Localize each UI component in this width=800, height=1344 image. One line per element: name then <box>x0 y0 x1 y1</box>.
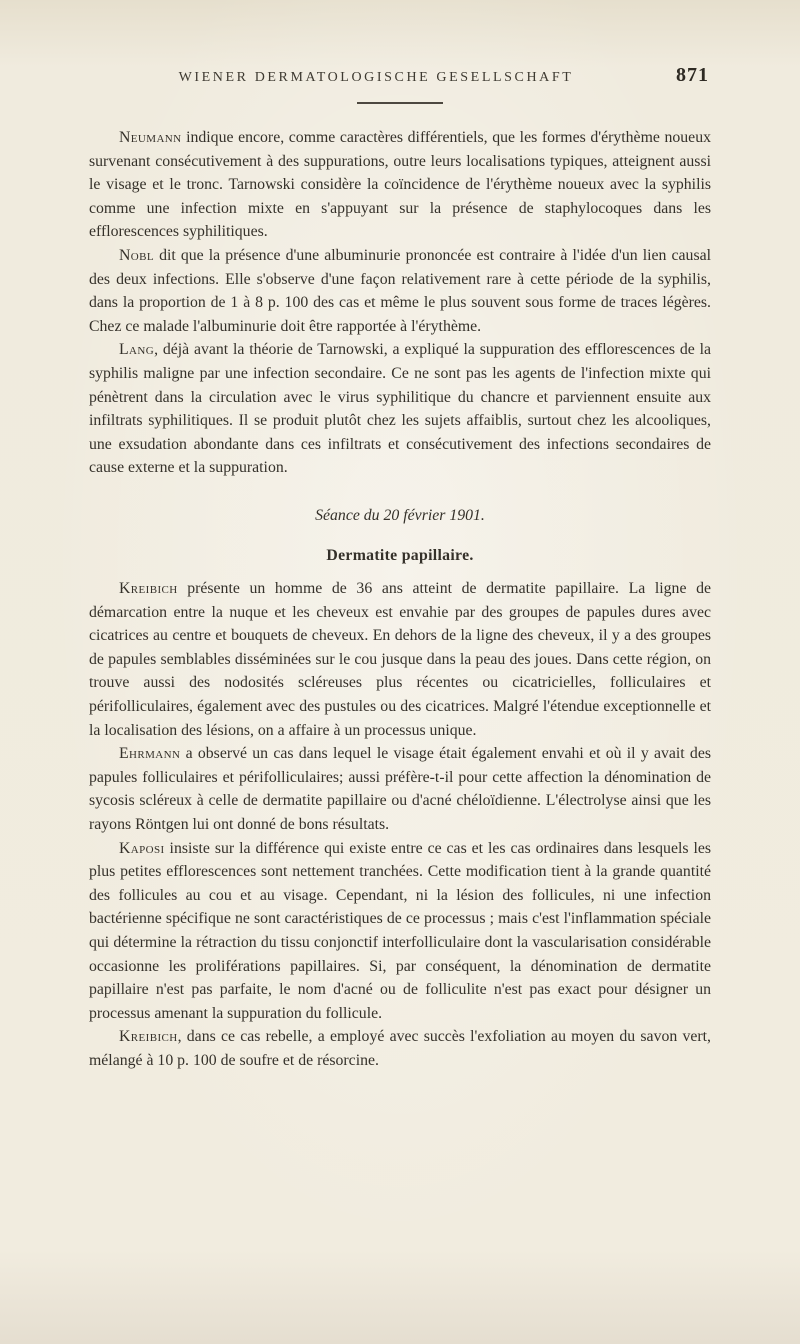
paragraph-ehrmann <box>89 742 711 836</box>
speaker-name: Kreibich <box>119 1028 178 1046</box>
speaker-name: Kreibich <box>119 580 178 598</box>
speaker-name: Kaposi <box>119 839 165 857</box>
paragraph-nobl <box>89 244 711 338</box>
speaker-name: Ehrmann <box>119 745 181 763</box>
paragraph-kreibich <box>89 577 711 742</box>
paragraph-text: , dans ce cas rebelle, a employé avec succès l'exfoliation au moyen du savon vert, mélangé à 10 p. 100 de soufre et de résorcine. <box>89 1028 711 1069</box>
section-heading: Dermatite papillaire. <box>326 546 474 564</box>
article-body <box>89 126 711 1073</box>
paragraph-lang <box>89 338 711 480</box>
paragraph-text: , déjà avant la théorie de Tarnowski, a expliqué la suppuration des efflorescences de la syphilis maligne par une infection secondaire. Ce ne sont pas les agents de l'infection mixte qui pénètrent dans la circulation avec le virus syphilitique du chancre et parviennent ensuite aux infiltrats syphilitiques. Il se produit plutôt chez les sujets affaiblis, surtout chez les alcooliques, une exsudation abondante dans ces infiltrats et consécutivement des infections secondaires de cause externe et la suppuration. <box>89 341 711 477</box>
journal-title: WIENER DERMATOLOGISCHE GESELLSCHAFT <box>178 70 574 85</box>
paragraph-text: insiste sur la différence qui existe entre ce cas et les cas ordinaires dans lesquels les plus petites efflorescences sont nettement tranchées. Cette modification tient à la grande quantité des follicules au cou et au visage. Cependant, ni la lésion des follicules, ni une infection bactérienne spécifique ne sont caractéristiques de ce processus ; mais c'est l'inflammation spéciale qui détermine la rétraction du tissu conjonctif interfolliculaire dont la vascularisation considérable occasionne les proliférations papillaires. Si, par conséquent, la dénomination de dermatite papillaire n'est pas parfaite, le nom d'acné ou de folliculite n'est pas exact pour désigner un processus amenant la suppuration du follicule. <box>89 839 711 1022</box>
paragraph-kreibich-2 <box>89 1025 711 1072</box>
paragraph-neumann <box>89 126 711 244</box>
paragraph-text: présente un homme de 36 ans atteint de dermatite papillaire. La ligne de démarcation entre la nuque et les cheveux est envahie par des groupes de papules dures avec cicatrices au centre et bouquets de cheveux. En dehors de la ligne des cheveux, il y a des groupes de papules semblables disséminées sur le cou jusque dans la peau des joues. Dans cette région, on trouve aussi des nodosités scléreuses plus récentes ou cicatricielles, folliculaires et périfolliculaires, également avec des pustules ou des cicatrices. Malgré l'étendue exceptionnelle et la localisation des lésions, on a affaire à un processus unique. <box>89 580 711 739</box>
speaker-name: Neumann <box>119 129 182 146</box>
paragraph-text: indique encore, comme caractères différentiels, que les formes d'érythème noueux survenant consécutivement à des suppurations, outre leurs localisations typiques, atteignent aussi le visage et le tronc. Tarnowski considère la coïncidence de l'érythème noueux avec la syphilis comme une infection mixte en s'appuyant sur la présence de staphylocoques dans les efflorescences syphilitiques. <box>89 129 711 241</box>
paragraph-text: a observé un cas dans lequel le visage était également envahi et où il y avait des papules folliculaires et périfolliculaires; aussi préfère-t-il pour cette affection la dénomination de sycosis scléreux à celle de dermatite papillaire ou d'acné chéloïdienne. L'électrolyse ainsi que les rayons Röntgen lui ont donné de bons résultats. <box>89 745 711 834</box>
paragraph-kaposi <box>89 837 711 1026</box>
page-number: 871 <box>676 64 709 86</box>
page-header <box>89 66 711 90</box>
speaker-name: Nobl <box>119 246 155 264</box>
speaker-name: Lang <box>119 341 155 359</box>
session-date-line: Séance du 20 février 1901. <box>315 506 485 524</box>
paragraph-text: dit que la présence d'une albuminurie prononcée est contraire à l'idée d'un lien causal des deux infections. Elle s'observe d'une façon relativement rare à cette période de la syphilis, dans la proportion de 1 à 8 p. 100 des cas et même le plus souvent sous forme de traces légères. Chez ce malade l'albuminurie doit être rapportée à l'érythème. <box>89 246 711 335</box>
header-rule <box>357 102 443 104</box>
